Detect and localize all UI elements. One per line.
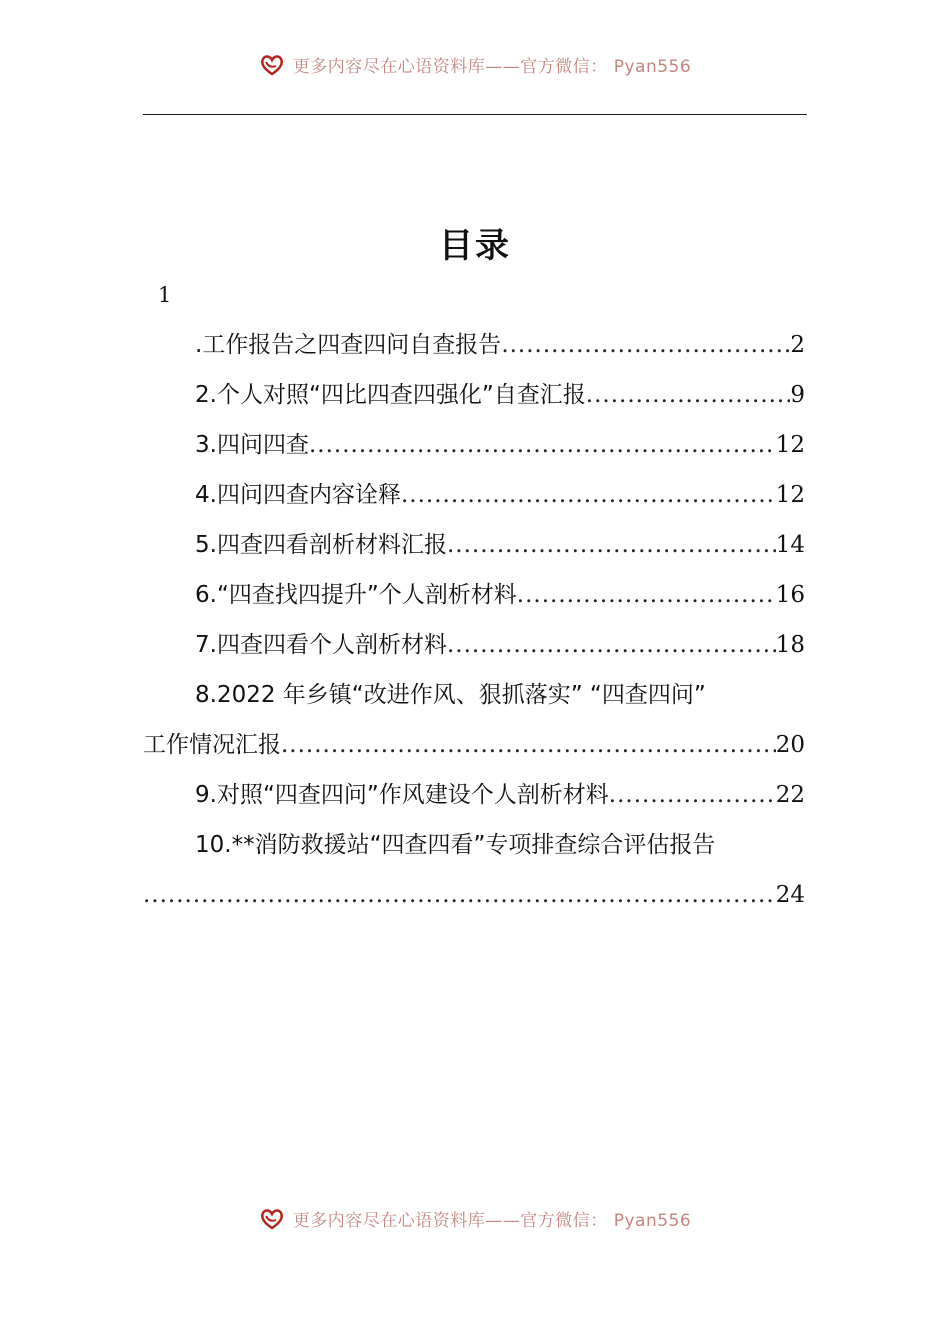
header-watermark-text: 更多内容尽在心语资料库——官方微信： Pyan556 <box>292 57 692 77</box>
toc-entry-title: 10.**消防救援站“四查四看”专项排查综合评估报告 <box>195 832 716 858</box>
toc-entry-8-line2[interactable] <box>143 720 805 770</box>
toc-entry-7[interactable] <box>143 620 805 670</box>
toc-leader-dots <box>143 870 776 920</box>
toc-entry-title: .工作报告之四查四问自查报告 <box>195 332 502 358</box>
toc-entry-title: 6.“四查找四提升”个人剖析材料 <box>195 582 517 608</box>
page-footer-watermark <box>0 1206 950 1235</box>
toc-page-number: 9 <box>790 382 805 408</box>
heart-logo-icon <box>259 1207 285 1231</box>
toc-page-number: 22 <box>775 782 805 808</box>
toc-entry-title-continued: 工作情况汇报 <box>143 732 281 758</box>
toc-leader-dots <box>501 320 790 370</box>
heart-logo-icon <box>259 53 285 77</box>
toc-leader-dots <box>447 620 776 670</box>
page-title: 目录 <box>439 226 511 266</box>
toc-entry-9[interactable] <box>143 770 805 820</box>
toc-page-number: 14 <box>775 532 805 558</box>
toc-leader-dots <box>401 470 776 520</box>
toc-entry-6[interactable] <box>143 570 805 620</box>
toc-entry-1[interactable] <box>143 320 805 370</box>
header-divider <box>143 114 807 115</box>
toc-entry-title: 8.2022 年乡镇“改进作风、狠抓落实” “四查四问” <box>195 682 706 708</box>
toc-entry-2[interactable] <box>143 370 805 420</box>
toc-page-number: 20 <box>775 732 805 758</box>
toc-entry-10-line1[interactable] <box>143 820 805 870</box>
toc-page-number: 18 <box>775 632 805 658</box>
toc-entry-title: 5.四查四看剖析材料汇报 <box>195 532 447 558</box>
toc-marker: 1 <box>158 283 172 307</box>
toc-entry-title: 2.个人对照“四比四查四强化”自查汇报 <box>195 382 586 408</box>
toc-entry-8-line1[interactable] <box>143 670 805 720</box>
toc-leader-dots <box>447 520 776 570</box>
toc-entry-10-line2[interactable] <box>143 870 805 920</box>
toc-leader-dots <box>281 720 776 770</box>
toc-page-number: 12 <box>775 432 805 458</box>
toc-entry-5[interactable] <box>143 520 805 570</box>
toc-entry-title: 9.对照“四查四问”作风建设个人剖析材料 <box>195 782 609 808</box>
toc-page-number: 16 <box>775 582 805 608</box>
page-header-watermark <box>0 52 950 81</box>
toc-page-number: 24 <box>775 882 805 908</box>
toc-leader-dots <box>586 370 791 420</box>
table-of-contents <box>143 320 805 920</box>
footer-watermark-text: 更多内容尽在心语资料库——官方微信： Pyan556 <box>292 1211 692 1231</box>
toc-entry-3[interactable] <box>143 420 805 470</box>
toc-entry-title: 3.四问四查 <box>195 432 309 458</box>
toc-page-number: 2 <box>790 332 805 358</box>
toc-page-number: 12 <box>775 482 805 508</box>
toc-entry-4[interactable] <box>143 470 805 520</box>
toc-leader-dots <box>309 420 776 470</box>
toc-entry-title: 7.四查四看个人剖析材料 <box>195 632 447 658</box>
toc-leader-dots <box>609 770 776 820</box>
toc-entry-title: 4.四问四查内容诠释 <box>195 482 401 508</box>
toc-leader-dots <box>517 570 776 620</box>
